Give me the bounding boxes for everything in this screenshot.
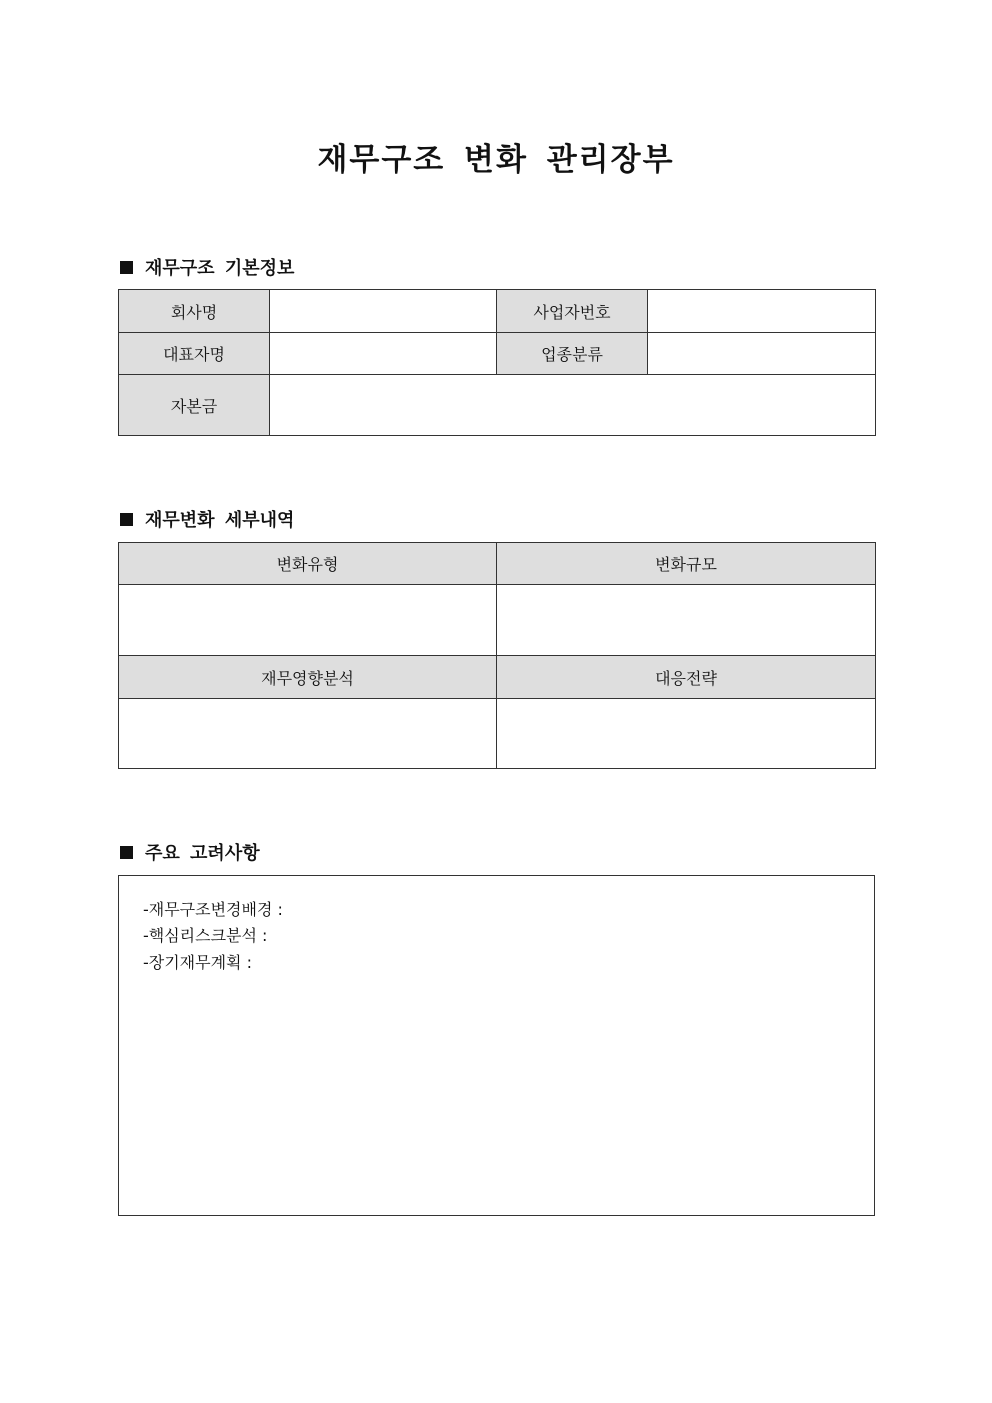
change-scale-label: 변화규모 [497, 543, 876, 585]
change-scale-field[interactable] [497, 585, 876, 656]
section-title: 재무구조 기본정보 [145, 258, 295, 279]
ceo-name-label: 대표자명 [119, 333, 270, 375]
note-line-background: -재무구조변경배경 : [143, 900, 283, 919]
business-number-label: 사업자번호 [497, 290, 648, 333]
financial-impact-field[interactable] [119, 699, 497, 769]
basic-info-table [118, 289, 876, 436]
note-line-plan: -장기재무계획 : [143, 953, 252, 972]
section-title: 재무변화 세부내역 [145, 510, 295, 531]
key-considerations-box[interactable] [118, 875, 875, 1216]
section-heading-key-considerations [120, 839, 260, 865]
ceo-name-field[interactable] [270, 333, 497, 375]
section-title: 주요 고려사항 [145, 843, 260, 864]
note-line-risk: -핵심리스크분석 : [143, 926, 268, 945]
section-heading-basic-info [120, 254, 294, 280]
company-name-field[interactable] [270, 290, 497, 333]
square-bullet-icon [120, 846, 133, 859]
capital-label: 자본금 [119, 375, 270, 436]
response-strategy-label: 대응전략 [497, 656, 876, 699]
square-bullet-icon [120, 513, 133, 526]
financial-impact-label: 재무영향분석 [119, 656, 497, 699]
change-details-table [118, 542, 876, 769]
business-number-field[interactable] [648, 290, 876, 333]
capital-field[interactable] [270, 375, 876, 436]
section-heading-change-details [120, 506, 294, 532]
change-type-field[interactable] [119, 585, 497, 656]
change-type-label: 변화유형 [119, 543, 497, 585]
page-title: 재무구조 변화 관리장부 [317, 142, 675, 178]
response-strategy-field[interactable] [497, 699, 876, 769]
company-name-label: 회사명 [119, 290, 270, 333]
industry-label: 업종분류 [497, 333, 648, 375]
square-bullet-icon [120, 261, 133, 274]
industry-field[interactable] [648, 333, 876, 375]
